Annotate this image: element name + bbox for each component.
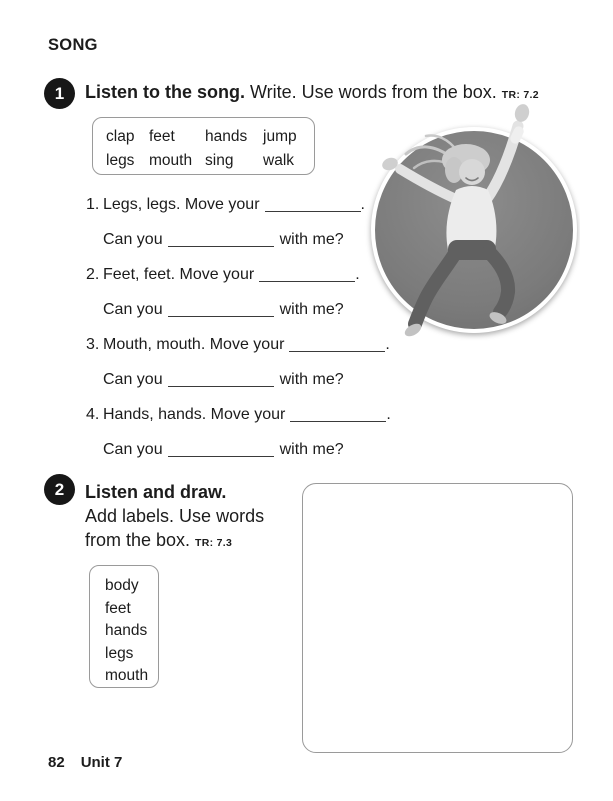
question-number: 2. [86, 266, 100, 283]
activity1-track-ref: TR: 7.2 [501, 89, 539, 101]
refrain-before: Can you [103, 231, 163, 248]
unit-label: Unit 7 [80, 754, 123, 771]
page-footer [48, 754, 122, 771]
activity2-number-badge [44, 474, 75, 505]
answer-blank[interactable] [168, 445, 274, 457]
activity1-word-box [92, 117, 315, 175]
refrain-before: Can you [103, 441, 163, 458]
refrain-after: with me? [279, 371, 344, 388]
question-line-4 [86, 406, 391, 428]
activity2-title-line3 [85, 528, 232, 555]
question-end: . [385, 336, 390, 353]
question-line-3 [86, 336, 390, 358]
drawing-area[interactable] [302, 483, 573, 753]
activity1-title-bold: Listen to the song. [85, 82, 245, 102]
word-item: mouth [105, 667, 149, 684]
answer-blank[interactable] [168, 235, 274, 247]
word-item: feet [149, 128, 175, 145]
activity2-word-box [89, 565, 159, 688]
jumping-girl-illustration [362, 96, 580, 341]
word-item: legs [105, 644, 134, 662]
word-item: legs [106, 152, 135, 169]
activity2-title-bold: Listen and draw. [85, 482, 227, 502]
question-end: . [360, 196, 365, 213]
page-number: 82 [48, 754, 65, 771]
question-end: . [386, 406, 391, 423]
question-prompt: Legs, legs. Move your [103, 196, 260, 213]
answer-blank[interactable] [168, 305, 274, 317]
answer-blank[interactable] [289, 340, 385, 352]
question-prompt: Feet, feet. Move your [103, 266, 255, 283]
answer-blank[interactable] [259, 270, 355, 282]
activity2-track-ref: TR: 7.3 [195, 537, 233, 549]
refrain-line-2 [103, 301, 344, 323]
word-item: sing [205, 152, 234, 169]
question-number: 4. [86, 406, 100, 423]
word-item: feet [105, 599, 131, 617]
refrain-line-3 [103, 371, 344, 393]
activity2-title-line2: Add labels. Use words [85, 506, 265, 526]
refrain-after: with me? [279, 301, 344, 318]
activity2-number: 2 [54, 479, 65, 499]
word-item: hands [205, 128, 248, 145]
word-item: mouth [149, 152, 193, 169]
refrain-after: with me? [279, 231, 344, 248]
question-end: . [355, 266, 360, 283]
refrain-before: Can you [103, 301, 163, 318]
word-item: clap [106, 128, 135, 145]
answer-blank[interactable] [290, 410, 386, 422]
question-prompt: Hands, hands. Move your [103, 406, 286, 423]
word-item: jump [263, 128, 297, 145]
activity1-number-badge [44, 78, 75, 109]
question-number: 3. [86, 336, 100, 353]
word-item: body [105, 577, 139, 594]
question-line-2 [86, 266, 360, 288]
activity1-title-regular: Write. Use words from the box. [245, 82, 497, 102]
section-label: SONG [48, 36, 98, 54]
word-item: walk [263, 152, 295, 169]
refrain-line-4 [103, 441, 344, 463]
activity2-title-line3-text: from the box. [85, 530, 191, 550]
activity1-number: 1 [54, 83, 65, 103]
question-number: 1. [86, 196, 100, 213]
word-item: hands [105, 622, 148, 639]
question-prompt: Mouth, mouth. Move your [103, 336, 285, 353]
refrain-line-1 [103, 231, 344, 253]
question-line-1 [86, 196, 365, 218]
answer-blank[interactable] [265, 200, 361, 212]
jumping-girl-photo [362, 96, 580, 341]
refrain-after: with me? [279, 441, 344, 458]
refrain-before: Can you [103, 371, 163, 388]
answer-blank[interactable] [168, 375, 274, 387]
